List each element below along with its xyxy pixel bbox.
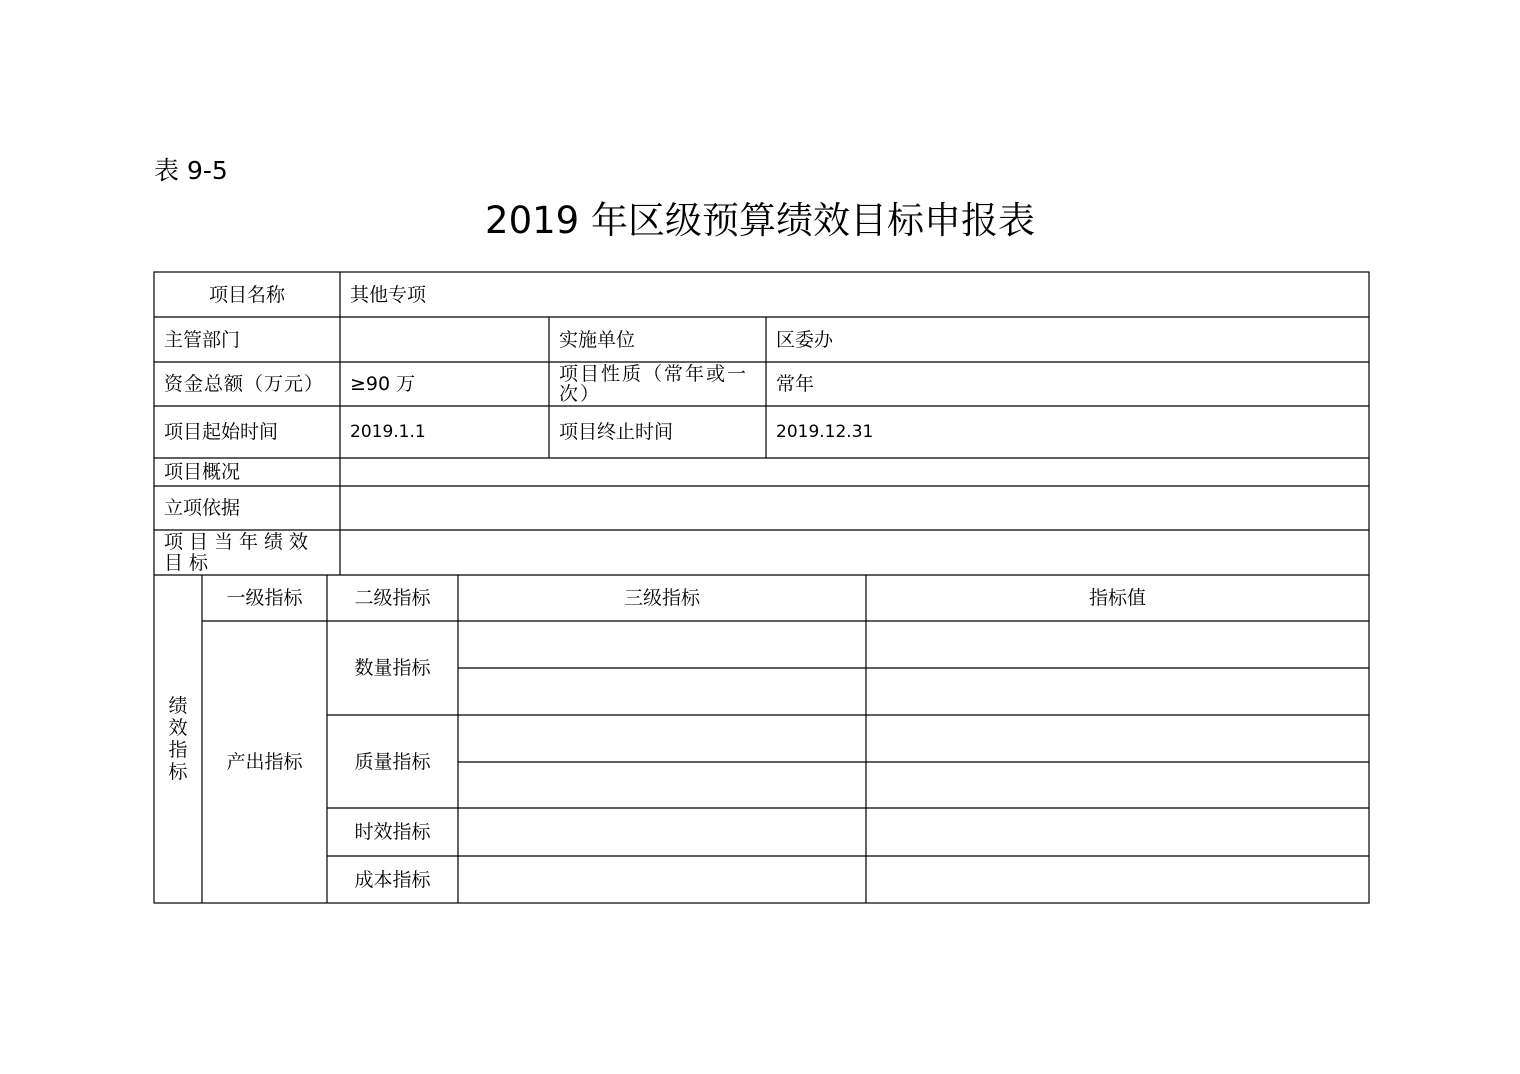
department-label: 主管部门	[164, 328, 241, 351]
level3-input[interactable]	[458, 715, 866, 762]
end-date-value[interactable]: 2019.12.31	[776, 422, 874, 442]
header-level1: 一级指标	[226, 587, 303, 609]
start-date-value[interactable]: 2019.1.1	[350, 422, 426, 442]
timeliness-indicator-label: 时效指标	[354, 821, 431, 843]
quantity-indicator-label: 数量指标	[354, 657, 431, 679]
project-name-value[interactable]: 其他专项	[350, 283, 427, 306]
quality-indicator-label: 质量指标	[354, 750, 431, 773]
annual-goal-value[interactable]	[340, 530, 1369, 575]
value-input[interactable]	[866, 668, 1369, 715]
value-input[interactable]	[866, 808, 1369, 856]
value-input[interactable]	[866, 715, 1369, 762]
value-input[interactable]	[866, 621, 1369, 668]
project-name-label: 项目名称	[208, 283, 285, 306]
start-date-label: 项目起始时间	[164, 421, 279, 443]
level3-input[interactable]	[458, 808, 866, 856]
end-date-label: 项目终止时间	[559, 421, 674, 443]
level3-input[interactable]	[458, 856, 866, 903]
cost-indicator-label: 成本指标	[354, 868, 431, 891]
implementing-unit-label: 实施单位	[559, 328, 636, 351]
performance-indicators-label: 绩效指标	[168, 695, 188, 783]
value-input[interactable]	[866, 762, 1369, 808]
page-title: 2019 年区级预算绩效目标申报表	[485, 199, 1035, 242]
table-number: 表 9-5	[154, 156, 228, 185]
project-overview-label: 项目概况	[164, 461, 241, 483]
implementing-unit-value[interactable]: 区委办	[776, 328, 834, 351]
project-nature-label: 项目性质（常年或一次）	[559, 363, 749, 405]
approval-basis-value[interactable]	[340, 486, 1369, 530]
value-input[interactable]	[866, 856, 1369, 903]
approval-basis-label: 立项依据	[164, 497, 241, 519]
level3-input[interactable]	[458, 668, 866, 715]
header-level3: 三级指标	[623, 587, 700, 609]
project-nature-value[interactable]: 常年	[776, 373, 815, 395]
total-funds-value[interactable]: ≥90 万	[350, 373, 416, 395]
department-value[interactable]	[340, 317, 549, 362]
level3-input[interactable]	[458, 762, 866, 808]
annual-goal-label: 项目当年绩效目标	[164, 530, 315, 574]
output-indicator-label: 产出指标	[226, 751, 303, 773]
project-overview-value[interactable]	[340, 458, 1369, 486]
level3-input[interactable]	[458, 621, 866, 668]
header-level2: 二级指标	[354, 587, 431, 609]
total-funds-label: 资金总额（万元）	[164, 373, 325, 395]
header-indicator-value: 指标值	[1088, 587, 1146, 609]
